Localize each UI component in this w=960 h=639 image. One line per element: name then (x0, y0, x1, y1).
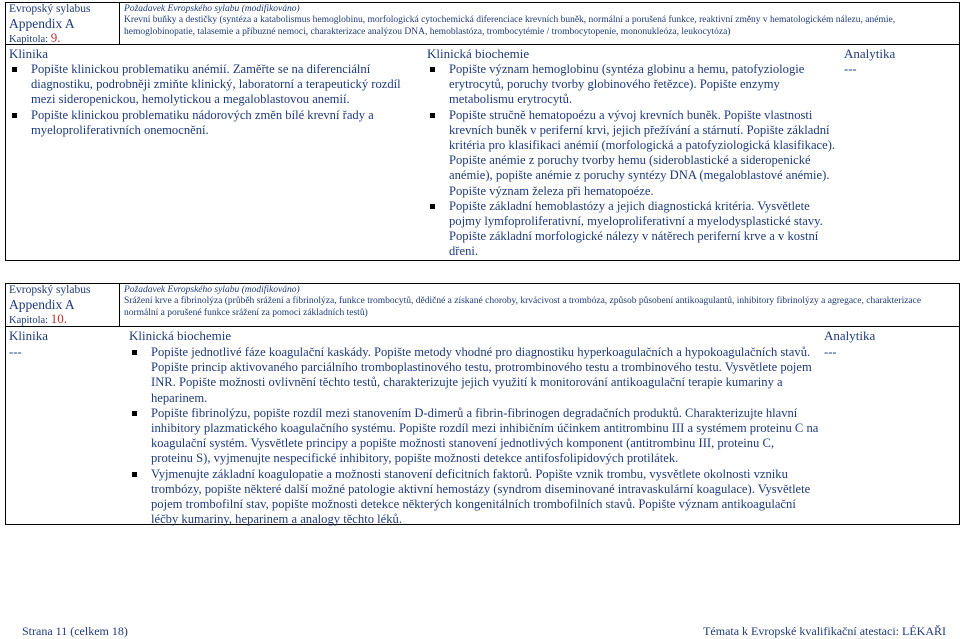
analytika-value: --- (824, 345, 837, 359)
bullet-icon (132, 350, 137, 355)
list-item (129, 467, 819, 528)
list-item-text: Popište klinickou problematiku anémií. Zaměřte se na diferenciální diagnostiku, podrobněji zmiňte klinický, laboratorní a terapeutický rozdíl mezi sideropenickou, hemolytickou a megaloblastovou anemií. (31, 62, 401, 107)
biochemie-column (129, 345, 819, 527)
column-heading-biochemie: Klinická biochemie (129, 328, 232, 343)
document-title: Témata k Evropské kvalifikační atestaci: LÉKAŘI (703, 624, 946, 638)
list-item (427, 62, 839, 108)
list-item (427, 108, 839, 199)
list-item-text: Vyjmenujte základní koagulopatie a možnosti stanovení deficitních faktorů. Popište vznik trombu, vysvětlete okolnosti vzniku trombózy, popište některé další možné patologie aktivní hemostázy (syndrom diseminované intravaskulární koagulace). Vysvětlete pojem trombofilní stav, popište možnosti detekce některých kongenitálních trombofilních stavů. Popište význam antikoagulační léčby kumariny, heparinem a analogy těchto léků. (151, 466, 811, 527)
chapter-line (9, 31, 119, 46)
column-heading-analytika: Analytika (824, 328, 876, 343)
bullet-icon (12, 113, 17, 118)
list-item (129, 406, 819, 467)
chapter-label: Kapitola: (9, 34, 49, 45)
chapter-id-cell (6, 284, 120, 326)
syllabus-label: Evropský sylabus (9, 284, 91, 296)
bullet-icon (132, 472, 137, 477)
bullet-icon (12, 67, 17, 72)
klinika-column (9, 62, 419, 138)
klinika-value: --- (9, 345, 22, 359)
list-item-text: Popište fibrinolýzu, popište rozdíl mezi stanovením D-dimerů a fibrin-fibrinogen degradačních produktů. Charakterizujte hlavní inhibitory plazmatického koagulačního systému. Popište rozdíl mezi inhibičním účinkem antitrombinu III a systémem proteinu C na koagulační systém. Vysvětlete principy a popište možnosti stanovení jednotlivých komponent (antitrombinu III, proteinu C, proteinu S), vyjmenujte nespecifické inhibitory, popište možnosti detekce antifosfolipidových protilátek. (151, 405, 819, 466)
list-item-text: Popište jednotlivé fáze koagulační kaskády. Popište metody vhodné pro diagnostiku hyperkoagulačních a hypokoagulačních stavů. Popište princip aktivovaného parciálního tromboplastinového testu, protrombinového testu a trombinového testu. Vysvětlete pojem INR. Popište možnosti ovlivnění těchto testů, charakterizujte jejich využití k monitorování antikoagulační terapie kumariny a heparinem. (151, 345, 812, 405)
list-item-text: Popište základní hemoblastózy a jejich diagnostická kritéria. Vysvětlete pojmy lymfoproliferativní, myeloproliferativní a myelodysplastické stavy. Popište základní morfologické nálezy v nátěrech periferní krve a v kostní dřeni. (449, 198, 823, 259)
column-heading-klinika: Klinika (9, 328, 48, 343)
list-item (129, 345, 819, 406)
klinika-list (9, 62, 419, 138)
requirement-label: Požadavek Evropského sylabu (modifikováno) (124, 285, 300, 295)
page-number: Strana 11 (celkem 18) (22, 624, 128, 638)
analytika-value: --- (844, 62, 857, 76)
syllabus-label: Evropský sylabus (9, 3, 91, 15)
biochemie-list (427, 62, 839, 260)
block-header (6, 284, 959, 327)
bullet-icon (132, 411, 137, 416)
chapter-number: 9. (50, 30, 61, 45)
chapter-id-cell (6, 3, 120, 44)
requirement-description: Krevní buňky a destičky (syntéza a katabolismus hemoglobinu, morfologická cytochemická diferenciace krevních buněk, normální a porušená funkce, reaktivní změny v hematologickém nálezu, anémie, hemoglobinopatie, talasemie a příbuzné nemoci, charakterizace analýzou DNA, hemoblastóza, trombocytémie / trombocytopenie, mononukleóza, leukocytóza) (124, 15, 896, 37)
column-heading-biochemie: Klinická biochemie (427, 46, 530, 61)
list-item-text: Popište význam hemoglobinu (syntéza globinu a hemu, patofyziologie erytrocytů, poruchy tvorby globinového řetězce). Popište enzymy metabolismu erytrocytů. (449, 62, 805, 107)
bullet-icon (430, 67, 435, 72)
list-item (427, 199, 839, 260)
column-heading-analytika: Analytika (844, 46, 896, 61)
syllabus-block-chapter-9 (5, 2, 960, 261)
column-heading-klinika: Klinika (9, 46, 48, 61)
appendix-label: Appendix A (9, 297, 75, 312)
chapter-line (9, 312, 119, 327)
bullet-icon (430, 204, 435, 209)
list-item-text: Popište klinickou problematiku nádorových změn bílé krevní řady a myeloproliferativních onemocnění. (31, 107, 374, 137)
requirement-cell (124, 4, 955, 38)
list-item (9, 108, 419, 138)
biochemie-list (129, 345, 819, 527)
requirement-cell (124, 285, 955, 319)
list-item-text: Popište stručně hematopoézu a vývoj krevních buněk. Popište vlastnosti krevních buněk v periferní krvi, jejich přežívání a stárnutí. Popište základní kritéria pro klasifikaci anémií (morfologická a patofyziologická klasifikace). Popište anémie z poruchy tvorby hemu (sideroblastické a sideropenické anémie), popište anémie z poruchy syntézy DNA (megaloblastové anémie). Popište význam železa při hematopoéze. (449, 107, 836, 198)
requirement-description: Srážení krve a fibrinolýza (průběh srážení a fibrinolýza, funkce trombocytů, dědičné a získané choroby, krvácivost a trombóza, způsob působení antikoagulantů, inhibitory fibrinolýzy a agregace, charakterizace normální a porušené funkce srážení za pomoci základních testů) (124, 296, 922, 318)
appendix-label: Appendix A (9, 16, 75, 31)
chapter-label: Kapitola: (9, 315, 49, 326)
biochemie-column (427, 62, 839, 260)
block-header (6, 3, 959, 45)
syllabus-block-chapter-10 (5, 283, 960, 525)
chapter-number: 10. (50, 311, 67, 326)
list-item (9, 62, 419, 108)
bullet-icon (430, 113, 435, 118)
requirement-label: Požadavek Evropského sylabu (modifikováno) (124, 4, 300, 14)
